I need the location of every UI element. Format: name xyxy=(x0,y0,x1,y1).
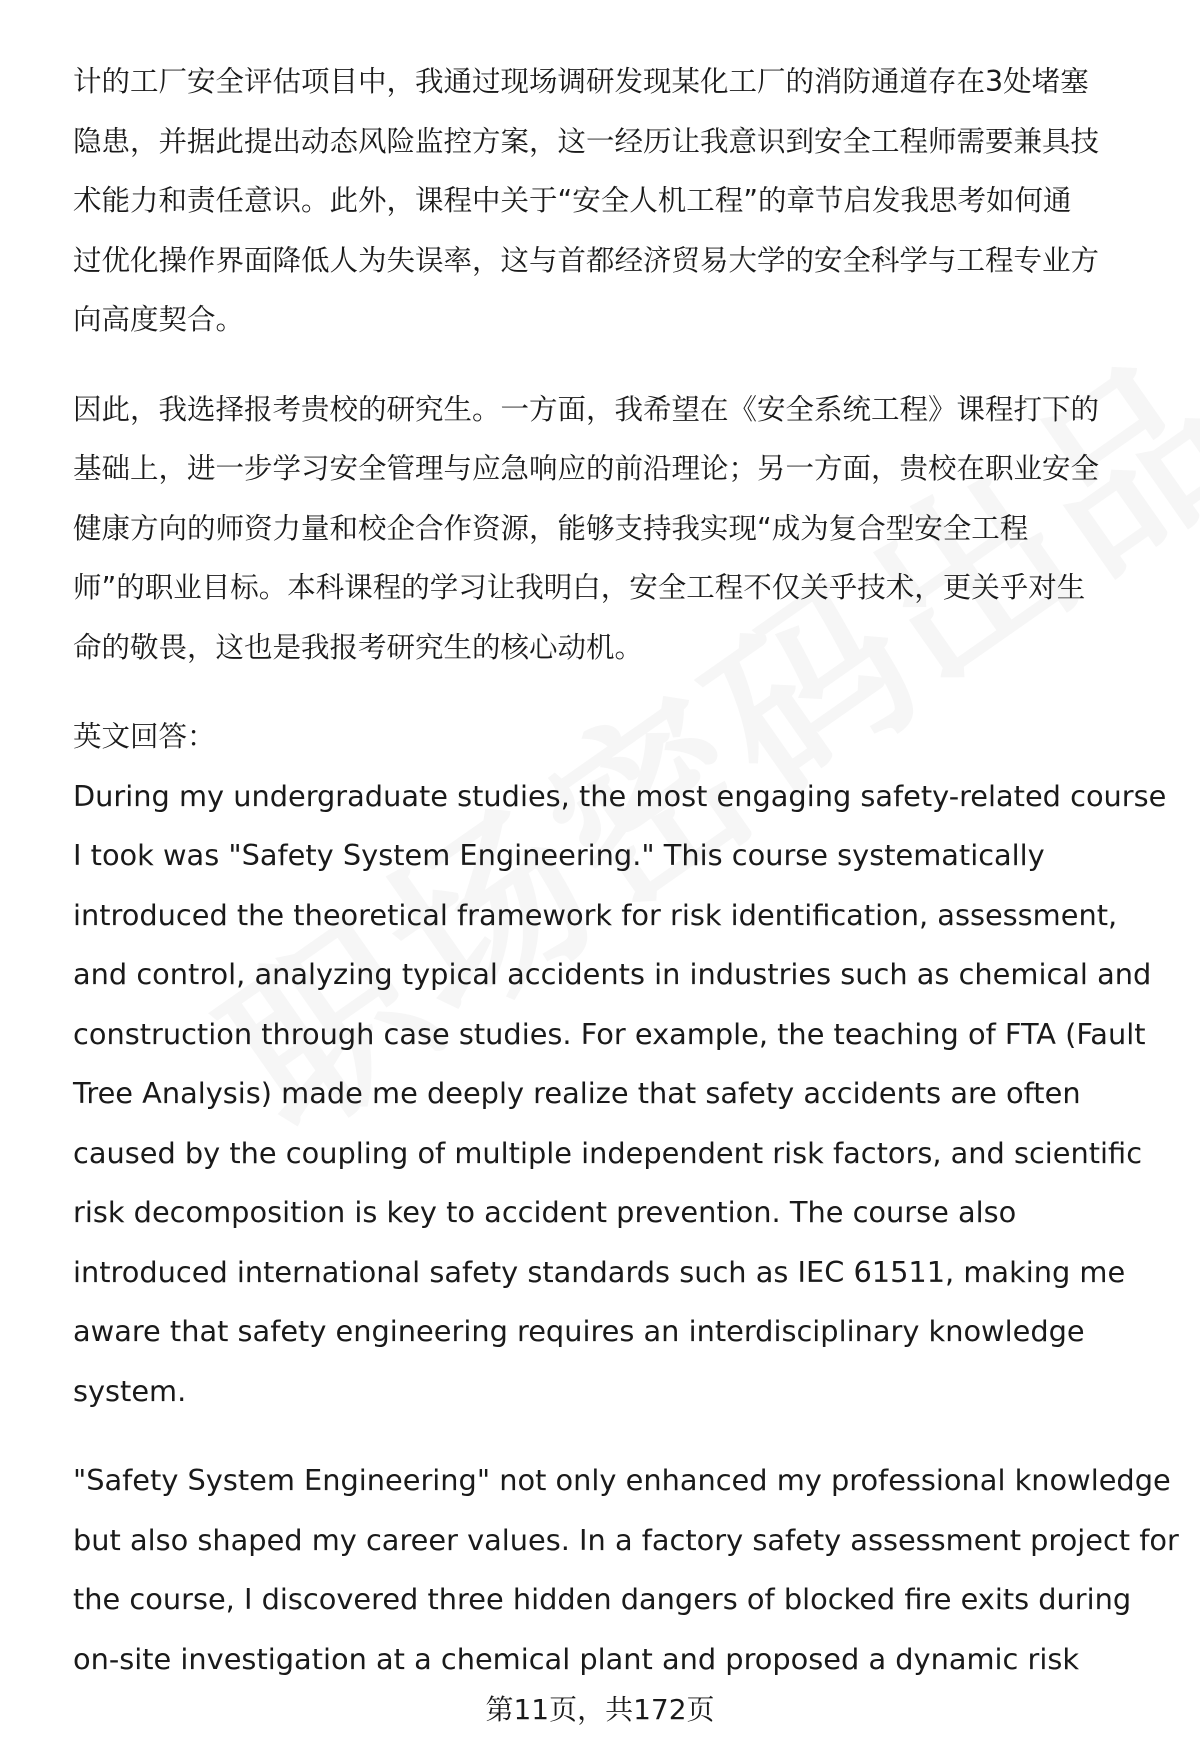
text-line: on-site investigation at a chemical plant and proposed a dynamic risk xyxy=(73,1641,1080,1676)
paragraph-cn-2 xyxy=(73,380,1163,678)
text-line: Tree Analysis) made me deeply realize that safety accidents are often xyxy=(73,1076,1081,1110)
text-line: risk decomposition is key to accident prevention. The course also xyxy=(73,1195,1017,1229)
document-body xyxy=(73,52,1179,1689)
text-line: caused by the coupling of multiple independent risk factors, and scientific xyxy=(73,1135,1143,1170)
text-line: aware that safety engineering requires an interdisciplinary knowledge xyxy=(73,1314,1085,1348)
paragraph-en-2 xyxy=(73,1451,1179,1689)
text-line: 健康方向的师资力量和校企合作资源，能够支持我实现“成为复合型安全工程 xyxy=(73,511,1029,545)
text-line: introduced the theoretical framework for risk identification, assessment, xyxy=(73,897,1118,932)
text-line: construction through case studies. For example, the teaching of FTA (Fault xyxy=(73,1016,1146,1051)
text-line: 计的工厂安全评估项目中，我通过现场调研发现某化工厂的消防通道存在3处堵塞 xyxy=(73,65,1089,98)
text-line: "Safety System Engineering" not only enhanced my professional knowledge xyxy=(73,1463,1171,1497)
text-line: 基础上，进一步学习安全管理与应急响应的前沿理论；另一方面，贵校在职业安全 xyxy=(73,452,1100,485)
text-line: I took was "Safety System Engineering." This course systematically xyxy=(73,838,1045,872)
text-line: During my undergraduate studies, the most engaging safety-related course xyxy=(73,778,1167,813)
paragraph-en-1 xyxy=(73,767,1167,1422)
text-line: 命的敬畏，这也是我报考研究生的核心动机。 xyxy=(73,630,644,664)
text-line: 术能力和责任意识。此外，课程中关于“安全人机工程”的章节启发我思考如何通 xyxy=(73,184,1072,217)
text-line: 师”的职业目标。本科课程的学习让我明白，安全工程不仅关乎技术，更关乎对生 xyxy=(73,571,1086,604)
text-line: 过优化操作界面降低人为失误率，这与首都经济贸易大学的安全科学与工程专业方 xyxy=(73,243,1100,277)
text-line: system. xyxy=(73,1373,187,1408)
text-line: 因此，我选择报考贵校的研究生。一方面，我希望在《安全系统工程》课程打下的 xyxy=(73,392,1100,426)
paragraph-cn-1 xyxy=(73,52,1163,350)
text-line: 向高度契合。 xyxy=(73,303,245,336)
text-line: the course, I discovered three hidden dangers of blocked fire exits during xyxy=(73,1582,1132,1616)
text-line: 隐患，并据此提出动态风险监控方案，这一经历让我意识到安全工程师需要兼具技 xyxy=(73,124,1100,158)
text-line: and control, analyzing typical accidents in industries such as chemical and xyxy=(73,957,1152,991)
text-line: introduced international safety standards such as IEC 61511, making me xyxy=(73,1254,1126,1289)
page-number: 第11页，共172页 xyxy=(485,1693,715,1726)
english-answer-label: 英文回答： xyxy=(73,720,216,753)
text-line: but also shaped my career values. In a factory safety assessment project for xyxy=(73,1522,1179,1557)
